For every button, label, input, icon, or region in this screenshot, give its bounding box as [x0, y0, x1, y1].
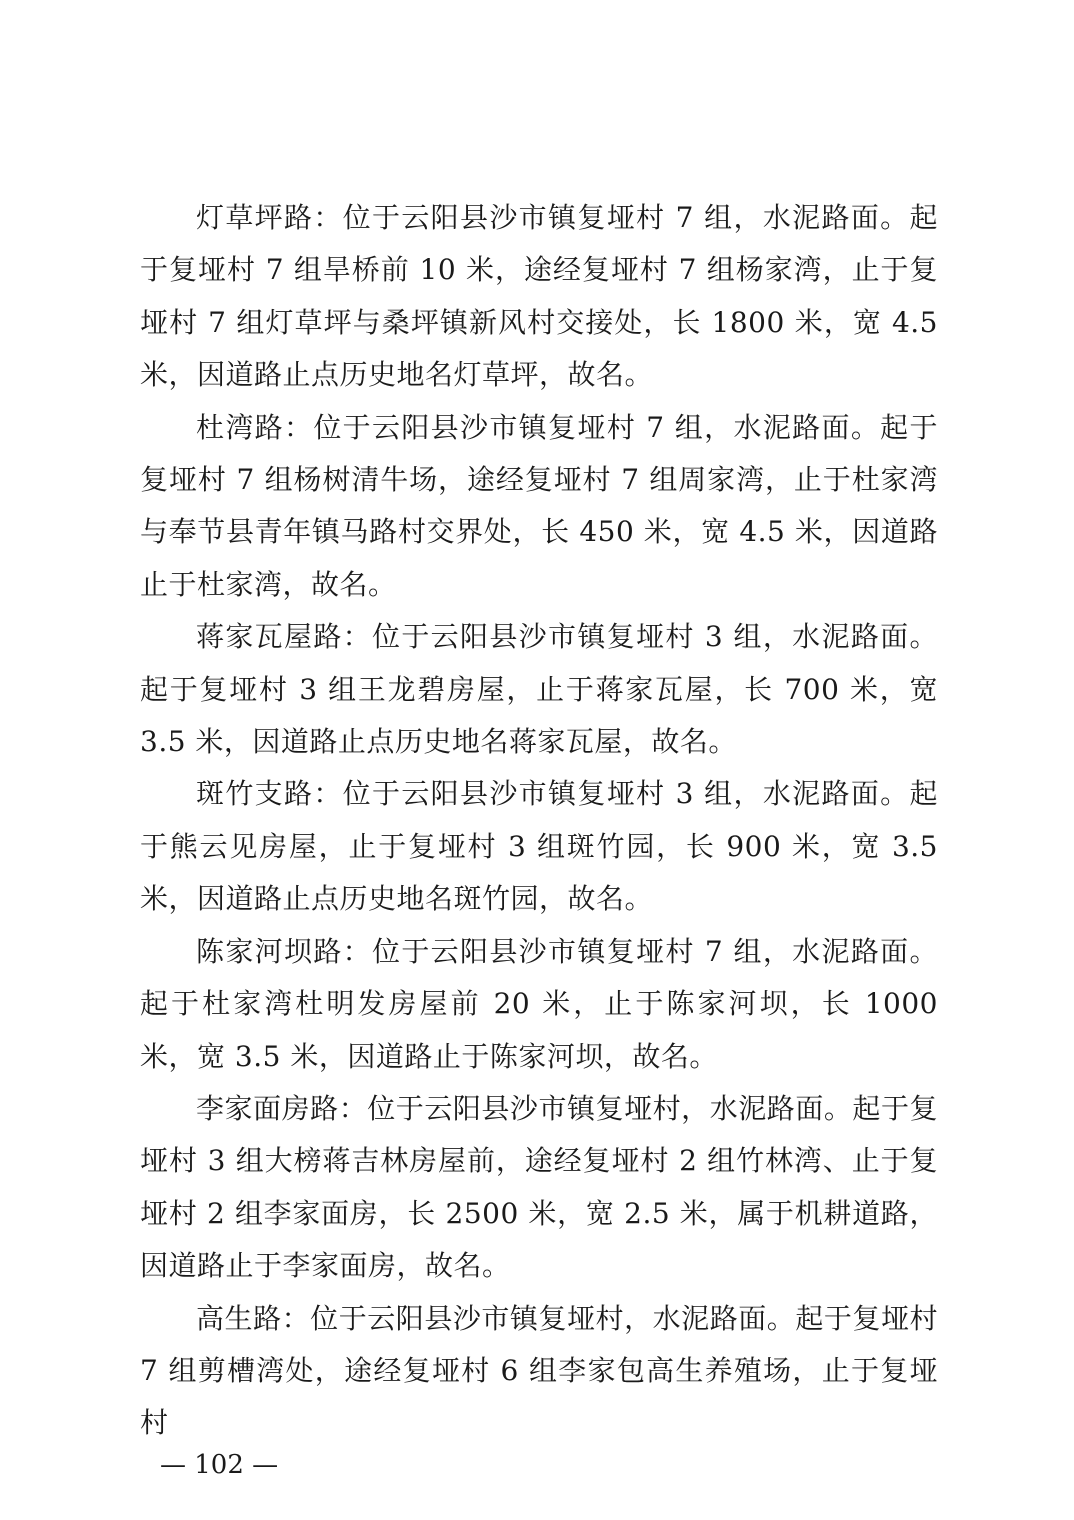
paragraph-duwan-road: 杜湾路：位于云阳县沙市镇复垭村 7 组，水泥路面。起于复垭村 7 组杨树清牛场，途经复垭村 7 组周家湾，止于杜家湾与奉节县青年镇马路村交界处，长 450 米，宽 4.5 米，因道路止于杜家湾，故名。 — [140, 410, 938, 601]
paragraph-gaosheng-road: 高生路：位于云阳县沙市镇复垭村，水泥路面。起于复垭村 7 组剪槽湾处，途经复垭村 6 组李家包高生养殖场，止于复垭村 — [140, 1301, 938, 1440]
body-text — [140, 192, 938, 1450]
paragraph-lijiamianfang-road: 李家面房路：位于云阳县沙市镇复垭村，水泥路面。起于复垭村 3 组大榜蒋吉林房屋前，途经复垭村 2 组竹林湾、止于复垭村 2 组李家面房，长 2500 米，宽 2.5 米，属于机耕道路，因道路止于李家面房，故名。 — [140, 1091, 938, 1283]
paragraph-chenjiaheba-road: 陈家河坝路：位于云阳县沙市镇复垭村 7 组，水泥路面。起于杜家湾杜明发房屋前 20 米，止于陈家河坝，长 1000 米，宽 3.5 米，因道路止于陈家河坝，故名。 — [140, 934, 938, 1073]
paragraph-banzhu-branch-road: 斑竹支路：位于云阳县沙市镇复垭村 3 组，水泥路面。起于熊云见房屋，止于复垭村 3 组斑竹园，长 900 米，宽 3.5 米，因道路止点历史地名斑竹园，故名。 — [140, 777, 938, 916]
paragraph-jiangjiawawu-road: 蒋家瓦屋路：位于云阳县沙市镇复垭村 3 组，水泥路面。起于复垭村 3 组王龙碧房屋，止于蒋家瓦屋，长 700 米，宽 3.5 米，因道路止点历史地名蒋家瓦屋，故名。 — [140, 620, 938, 759]
paragraph-dengcaoping-road: 灯草坪路：位于云阳县沙市镇复垭村 7 组，水泥路面。起于复垭村 7 组旱桥前 10 米，途经复垭村 7 组杨家湾，止于复垭村 7 组灯草坪与桑坪镇新风村交接处，长 1800 米，宽 4.5 米，因道路止点历史地名灯草坪，故名。 — [140, 201, 938, 392]
page-number: — 102 — — [160, 1450, 279, 1480]
